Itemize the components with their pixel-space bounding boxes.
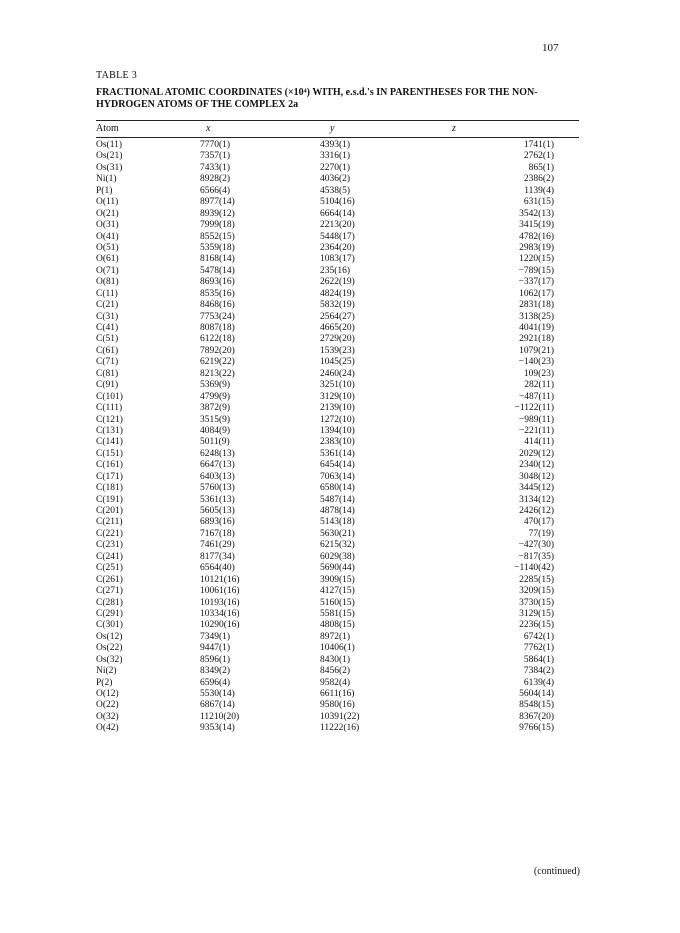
cell-x: 6122(18) bbox=[200, 334, 235, 345]
cell-z: 282(11) bbox=[524, 380, 554, 391]
cell-y: 2460(24) bbox=[320, 368, 355, 379]
cell-z: 8548(15) bbox=[519, 700, 554, 711]
cell-x: 5605(13) bbox=[200, 506, 235, 516]
cell-atom: Os(31) bbox=[96, 162, 123, 173]
table-row bbox=[0, 243, 680, 254]
cell-atom: O(81) bbox=[96, 277, 119, 288]
table-row bbox=[0, 460, 680, 471]
cell-y: 2139(10) bbox=[320, 403, 355, 414]
cell-atom: C(31) bbox=[96, 311, 119, 322]
cell-y: 5487(14) bbox=[320, 494, 355, 505]
cell-atom: P(1) bbox=[96, 185, 113, 196]
table-row bbox=[0, 186, 680, 197]
cell-atom: C(171) bbox=[96, 471, 123, 482]
cell-atom: C(51) bbox=[96, 334, 119, 345]
cell-y: 5690(44) bbox=[320, 563, 355, 574]
cell-z: 9766(15) bbox=[519, 723, 554, 734]
cell-z: −789(15) bbox=[518, 265, 554, 276]
cell-x: 8168(14) bbox=[200, 254, 235, 265]
table-row bbox=[0, 380, 680, 391]
cell-x: 8087(18) bbox=[200, 323, 235, 333]
cell-y: 9582(4) bbox=[320, 677, 351, 688]
cell-atom: O(71) bbox=[96, 265, 119, 276]
cell-x: 10290(16) bbox=[200, 620, 240, 631]
cell-atom: C(141) bbox=[96, 437, 123, 448]
cell-y: 8456(2) bbox=[320, 666, 351, 677]
cell-x: 4799(9) bbox=[200, 391, 231, 402]
cell-atom: O(32) bbox=[96, 711, 119, 722]
table-row bbox=[0, 540, 680, 551]
cell-z: 2426(12) bbox=[519, 506, 554, 516]
table-row bbox=[0, 437, 680, 448]
column-header-atom: Atom bbox=[96, 123, 119, 134]
cell-x: 6564(40) bbox=[200, 563, 235, 574]
table-top-rule bbox=[96, 120, 579, 121]
cell-x: 5760(13) bbox=[200, 483, 235, 494]
cell-x: 5361(13) bbox=[200, 494, 235, 505]
table-row bbox=[0, 712, 680, 723]
cell-x: 5530(14) bbox=[200, 689, 235, 699]
table-row bbox=[0, 174, 680, 185]
table-row bbox=[0, 220, 680, 231]
table-row bbox=[0, 678, 680, 689]
column-header-z: z bbox=[452, 123, 456, 134]
cell-y: 1394(10) bbox=[320, 425, 355, 436]
cell-y: 2213(20) bbox=[320, 220, 355, 231]
cell-x: 5369(9) bbox=[200, 380, 231, 391]
cell-y: 5630(21) bbox=[320, 528, 355, 539]
cell-y: 9580(16) bbox=[320, 700, 355, 711]
cell-atom: Ni(2) bbox=[96, 666, 117, 677]
cell-atom: C(11) bbox=[96, 288, 118, 299]
cell-x: 8693(16) bbox=[200, 277, 235, 288]
table-row bbox=[0, 163, 680, 174]
table-row bbox=[0, 620, 680, 631]
cell-x: 8535(16) bbox=[200, 288, 235, 299]
cell-atom: Os(21) bbox=[96, 151, 123, 162]
cell-y: 235(16) bbox=[320, 265, 351, 276]
table-row bbox=[0, 392, 680, 403]
table-header-rule bbox=[96, 137, 579, 138]
cell-atom: C(121) bbox=[96, 414, 123, 425]
cell-atom: C(241) bbox=[96, 551, 123, 562]
cell-z: 3134(12) bbox=[519, 494, 554, 505]
cell-atom: C(81) bbox=[96, 368, 119, 379]
cell-y: 4538(5) bbox=[320, 185, 351, 196]
table-row bbox=[0, 666, 680, 677]
cell-y: 8430(1) bbox=[320, 654, 351, 665]
cell-atom: O(11) bbox=[96, 197, 119, 208]
cell-z: 5864(1) bbox=[523, 654, 554, 665]
table-row bbox=[0, 586, 680, 597]
cell-y: 5160(15) bbox=[320, 597, 355, 608]
cell-z: 6139(4) bbox=[523, 677, 554, 688]
cell-x: 7999(18) bbox=[200, 220, 235, 231]
cell-y: 3129(10) bbox=[320, 391, 355, 402]
cell-atom: C(291) bbox=[96, 608, 123, 619]
cell-atom: C(161) bbox=[96, 460, 123, 471]
cell-x: 7892(20) bbox=[200, 345, 235, 356]
cell-atom: C(211) bbox=[96, 517, 123, 528]
cell-y: 2364(20) bbox=[320, 242, 355, 253]
continued-note: (continued) bbox=[533, 866, 580, 877]
cell-atom: C(301) bbox=[96, 620, 123, 631]
cell-atom: C(71) bbox=[96, 357, 119, 368]
table-body bbox=[0, 140, 680, 735]
cell-x: 6566(4) bbox=[200, 185, 231, 196]
cell-atom: Os(22) bbox=[96, 643, 123, 654]
cell-atom: C(231) bbox=[96, 540, 123, 551]
cell-x: 10334(16) bbox=[200, 608, 240, 619]
cell-atom: P(2) bbox=[96, 677, 113, 688]
cell-atom: C(41) bbox=[96, 323, 119, 333]
cell-y: 4878(14) bbox=[320, 506, 355, 516]
cell-atom: C(191) bbox=[96, 494, 123, 505]
table-row bbox=[0, 209, 680, 220]
cell-x: 11210(20) bbox=[200, 711, 240, 722]
cell-z: 109(23) bbox=[523, 368, 554, 379]
table-row bbox=[0, 552, 680, 563]
cell-y: 3909(15) bbox=[320, 574, 355, 585]
cell-z: 3730(15) bbox=[519, 597, 554, 608]
cell-x: 6403(13) bbox=[200, 471, 235, 482]
cell-y: 1272(10) bbox=[320, 414, 355, 425]
cell-y: 1539(23) bbox=[320, 345, 355, 356]
cell-y: 6611(16) bbox=[320, 689, 355, 699]
cell-atom: C(61) bbox=[96, 345, 119, 356]
cell-x: 6219(22) bbox=[200, 357, 235, 368]
cell-atom: O(12) bbox=[96, 689, 119, 699]
table-row bbox=[0, 334, 680, 345]
cell-z: 8367(20) bbox=[519, 711, 554, 722]
table-row bbox=[0, 197, 680, 208]
table-row bbox=[0, 723, 680, 734]
table-row bbox=[0, 289, 680, 300]
table-header bbox=[0, 123, 680, 135]
column-header-x: x bbox=[206, 123, 211, 134]
table-row bbox=[0, 472, 680, 483]
cell-y: 1083(17) bbox=[320, 254, 355, 265]
table-row bbox=[0, 300, 680, 311]
table-row bbox=[0, 495, 680, 506]
table-row bbox=[0, 369, 680, 380]
cell-y: 2383(10) bbox=[320, 437, 355, 448]
cell-y: 5143(18) bbox=[320, 517, 355, 528]
cell-y: 4036(2) bbox=[320, 174, 351, 185]
table-row bbox=[0, 232, 680, 243]
cell-z: 6742(1) bbox=[523, 631, 554, 642]
cell-z: 3138(25) bbox=[519, 311, 554, 322]
table-row bbox=[0, 266, 680, 277]
cell-x: 6867(14) bbox=[200, 700, 235, 711]
cell-y: 4665(20) bbox=[320, 323, 355, 333]
table-caption: FRACTIONAL ATOMIC COORDINATES (×10⁴) WITH, e.s.d.'s IN PARENTHESES FOR THE NON-HYDROGEN ATOMS OF THE COMPLEX 2a bbox=[96, 87, 538, 110]
cell-z: 2386(2) bbox=[523, 174, 554, 185]
cell-x: 8468(16) bbox=[200, 300, 235, 311]
cell-z: 865(1) bbox=[528, 162, 554, 173]
cell-x: 10121(16) bbox=[200, 574, 240, 585]
cell-z: 5604(14) bbox=[519, 689, 554, 699]
cell-x: 7461(29) bbox=[200, 540, 235, 551]
cell-atom: Os(12) bbox=[96, 631, 123, 642]
table-row bbox=[0, 140, 680, 151]
cell-x: 8177(34) bbox=[200, 551, 235, 562]
cell-y: 11222(16) bbox=[320, 723, 360, 734]
cell-atom: C(111) bbox=[96, 403, 123, 414]
cell-z: 7762(1) bbox=[523, 643, 554, 654]
cell-y: 4808(15) bbox=[320, 620, 355, 631]
table-row bbox=[0, 563, 680, 574]
table-row bbox=[0, 357, 680, 368]
cell-z: −1140(42) bbox=[514, 563, 554, 574]
cell-y: 3316(1) bbox=[320, 151, 351, 162]
cell-z: −817(35) bbox=[518, 551, 554, 562]
cell-y: 10391(22) bbox=[320, 711, 360, 722]
cell-y: 3251(10) bbox=[320, 380, 355, 391]
cell-z: 77(19) bbox=[528, 528, 554, 539]
cell-z: 2831(18) bbox=[519, 300, 554, 311]
cell-x: 6596(4) bbox=[200, 677, 231, 688]
page-number: 107 bbox=[542, 42, 559, 54]
cell-z: 2983(19) bbox=[519, 242, 554, 253]
table-row bbox=[0, 689, 680, 700]
cell-y: 5832(19) bbox=[320, 300, 355, 311]
cell-atom: O(51) bbox=[96, 242, 119, 253]
cell-atom: C(131) bbox=[96, 425, 123, 436]
table-row bbox=[0, 151, 680, 162]
cell-atom: C(251) bbox=[96, 563, 123, 574]
cell-y: 8972(1) bbox=[320, 631, 351, 642]
cell-atom: C(221) bbox=[96, 528, 123, 539]
cell-x: 3515(9) bbox=[200, 414, 231, 425]
cell-atom: C(281) bbox=[96, 597, 123, 608]
cell-z: −221(11) bbox=[518, 425, 554, 436]
table-row bbox=[0, 277, 680, 288]
cell-z: 1220(15) bbox=[519, 254, 554, 265]
table-row bbox=[0, 655, 680, 666]
cell-atom: Os(11) bbox=[96, 140, 123, 150]
cell-z: 2340(12) bbox=[519, 460, 554, 471]
cell-z: −427(30) bbox=[518, 540, 554, 551]
cell-y: 6580(14) bbox=[320, 483, 355, 494]
cell-z: 7384(2) bbox=[523, 666, 554, 677]
cell-z: 2285(15) bbox=[519, 574, 554, 585]
cell-x: 8596(1) bbox=[200, 654, 231, 665]
cell-atom: C(201) bbox=[96, 506, 123, 516]
cell-x: 7433(1) bbox=[200, 162, 231, 173]
cell-z: −487(11) bbox=[518, 391, 554, 402]
cell-x: 7753(24) bbox=[200, 311, 235, 322]
cell-y: 2622(19) bbox=[320, 277, 355, 288]
cell-z: 1741(1) bbox=[523, 140, 554, 150]
cell-atom: O(22) bbox=[96, 700, 119, 711]
column-header-y: y bbox=[330, 123, 335, 134]
cell-z: 2029(12) bbox=[519, 448, 554, 459]
cell-z: 3209(15) bbox=[519, 586, 554, 597]
table-row bbox=[0, 254, 680, 265]
cell-x: 7357(1) bbox=[200, 151, 231, 162]
table-row bbox=[0, 415, 680, 426]
cell-atom: C(101) bbox=[96, 391, 123, 402]
table-row bbox=[0, 643, 680, 654]
cell-z: 1079(21) bbox=[519, 345, 554, 356]
cell-x: 7167(18) bbox=[200, 528, 235, 539]
cell-x: 9353(14) bbox=[200, 723, 235, 734]
table-row bbox=[0, 598, 680, 609]
cell-z: 3129(15) bbox=[519, 608, 554, 619]
cell-y: 7063(14) bbox=[320, 471, 355, 482]
cell-z: 470(17) bbox=[523, 517, 554, 528]
table-row bbox=[0, 517, 680, 528]
cell-y: 2729(20) bbox=[320, 334, 355, 345]
cell-y: 6454(14) bbox=[320, 460, 355, 471]
cell-atom: O(41) bbox=[96, 231, 119, 242]
cell-x: 7770(1) bbox=[200, 140, 231, 150]
table-row bbox=[0, 609, 680, 620]
cell-y: 5581(15) bbox=[320, 608, 355, 619]
cell-x: 9447(1) bbox=[200, 643, 231, 654]
cell-x: 8977(14) bbox=[200, 197, 235, 208]
cell-z: 2921(18) bbox=[519, 334, 554, 345]
table-row bbox=[0, 632, 680, 643]
cell-y: 6215(32) bbox=[320, 540, 355, 551]
cell-x: 3872(9) bbox=[200, 403, 231, 414]
cell-y: 4824(19) bbox=[320, 288, 355, 299]
cell-y: 6664(14) bbox=[320, 208, 355, 219]
cell-z: 2236(15) bbox=[519, 620, 554, 631]
table-row bbox=[0, 426, 680, 437]
table-row bbox=[0, 449, 680, 460]
table-row bbox=[0, 323, 680, 334]
cell-y: 6029(38) bbox=[320, 551, 355, 562]
cell-z: −140(23) bbox=[518, 357, 554, 368]
cell-x: 8552(15) bbox=[200, 231, 235, 242]
cell-atom: Os(32) bbox=[96, 654, 123, 665]
cell-z: −989(11) bbox=[518, 414, 554, 425]
cell-x: 8349(2) bbox=[200, 666, 231, 677]
cell-x: 10193(16) bbox=[200, 597, 240, 608]
cell-x: 4084(9) bbox=[200, 425, 231, 436]
cell-atom: C(91) bbox=[96, 380, 119, 391]
cell-z: 414(11) bbox=[524, 437, 554, 448]
cell-atom: C(181) bbox=[96, 483, 123, 494]
cell-z: −337(17) bbox=[518, 277, 554, 288]
cell-atom: O(31) bbox=[96, 220, 119, 231]
table-row bbox=[0, 700, 680, 711]
cell-y: 4127(15) bbox=[320, 586, 355, 597]
cell-y: 2564(27) bbox=[320, 311, 355, 322]
cell-y: 5361(14) bbox=[320, 448, 355, 459]
cell-atom: C(261) bbox=[96, 574, 123, 585]
cell-x: 5011(9) bbox=[200, 437, 230, 448]
cell-x: 5359(18) bbox=[200, 242, 235, 253]
cell-atom: C(271) bbox=[96, 586, 123, 597]
table-row bbox=[0, 529, 680, 540]
cell-y: 1045(25) bbox=[320, 357, 355, 368]
cell-x: 8939(12) bbox=[200, 208, 235, 219]
cell-atom: Ni(1) bbox=[96, 174, 117, 185]
cell-z: 1139(4) bbox=[524, 185, 554, 196]
cell-x: 8928(2) bbox=[200, 174, 231, 185]
cell-z: 3445(12) bbox=[519, 483, 554, 494]
cell-x: 6248(13) bbox=[200, 448, 235, 459]
cell-z: 631(15) bbox=[523, 197, 554, 208]
cell-atom: C(151) bbox=[96, 448, 123, 459]
cell-z: 3048(12) bbox=[519, 471, 554, 482]
cell-atom: C(21) bbox=[96, 300, 119, 311]
cell-z: −1122(11) bbox=[514, 403, 554, 414]
table-row bbox=[0, 346, 680, 357]
table-row bbox=[0, 403, 680, 414]
cell-atom: O(21) bbox=[96, 208, 119, 219]
table-row bbox=[0, 506, 680, 517]
cell-y: 2270(1) bbox=[320, 162, 351, 173]
cell-atom: O(61) bbox=[96, 254, 119, 265]
cell-z: 4782(16) bbox=[519, 231, 554, 242]
cell-atom: O(42) bbox=[96, 723, 119, 734]
cell-z: 2762(1) bbox=[523, 151, 554, 162]
cell-x: 5478(14) bbox=[200, 265, 235, 276]
cell-x: 8213(22) bbox=[200, 368, 235, 379]
cell-y: 5448(17) bbox=[320, 231, 355, 242]
cell-z: 1062(17) bbox=[519, 288, 554, 299]
table-row bbox=[0, 312, 680, 323]
table-row bbox=[0, 483, 680, 494]
cell-y: 10406(1) bbox=[320, 643, 355, 654]
cell-y: 4393(1) bbox=[320, 140, 351, 150]
table-row bbox=[0, 575, 680, 586]
table-label: TABLE 3 bbox=[96, 70, 138, 81]
cell-x: 6893(16) bbox=[200, 517, 235, 528]
cell-z: 4041(19) bbox=[519, 323, 554, 333]
cell-x: 6647(13) bbox=[200, 460, 235, 471]
cell-z: 3542(13) bbox=[519, 208, 554, 219]
cell-z: 3415(19) bbox=[519, 220, 554, 231]
cell-y: 5104(16) bbox=[320, 197, 355, 208]
cell-x: 10061(16) bbox=[200, 586, 240, 597]
cell-x: 7349(1) bbox=[200, 631, 231, 642]
